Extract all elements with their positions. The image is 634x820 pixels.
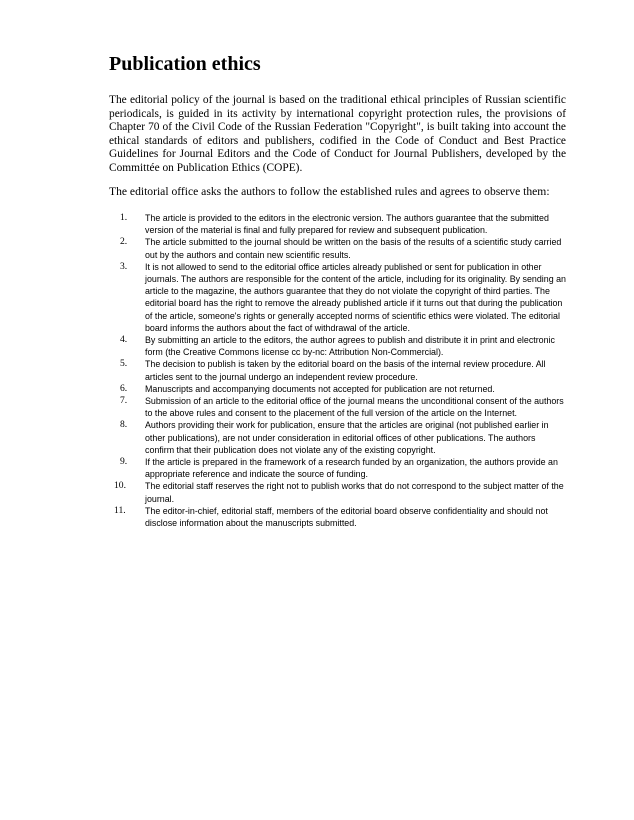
rules-list (109, 212, 566, 529)
list-item (109, 334, 566, 358)
list-item-number: 6. (120, 382, 128, 394)
list-item-text: The article submitted to the journal should be written on the basis of the results of a scientific study carried out by the authors and contain new scientific results. (145, 237, 562, 260)
list-item (109, 480, 566, 504)
list-item (109, 419, 566, 456)
list-item-text: Authors providing their work for publication, ensure that the articles are original (not published earlier in other publications), are not under consideration in editorial offices of other publications. The authors confirm that their publication does not violate any of the existing copyright. (145, 420, 549, 455)
list-item (109, 261, 566, 334)
list-item-number: 3. (120, 260, 128, 272)
list-item (109, 395, 566, 419)
lead-paragraph: The editorial office asks the authors to follow the established rules and agrees to observe them: (109, 185, 550, 198)
list-item (109, 505, 566, 529)
list-item (109, 236, 566, 260)
list-item-number: 4. (120, 334, 128, 346)
list-item-text: By submitting an article to the editors, the author agrees to publish and distribute it in print and electronic form (the Creative Commons license cc by-nc: Attribution Non-Commercial). (145, 335, 555, 358)
list-item (109, 456, 566, 480)
list-item-number: 1. (120, 212, 128, 223)
document-page (109, 52, 566, 529)
list-item-text: Manuscripts and accompanying documents not accepted for publication are not returned. (145, 383, 495, 394)
list-item-text: The editor-in-chief, editorial staff, members of the editorial board observe confidentiality and should not disclose information about the manuscripts submitted. (145, 505, 548, 529)
list-item-number: 2. (120, 236, 128, 248)
list-item-number: 9. (120, 456, 128, 468)
list-item-text: It is not allowed to send to the editorial office articles already published or sent for publication in other journals. The authors are responsible for the content of the article, including for its originality. By sending an article to the magazine, the authors guarantee that they do not violate the copyright of third parties. The editorial board has the right to remove the already published article if it turns out that during the publication of the article, someone's rights or generally accepted norms of scientific ethics were violated. The editorial board informs the authors about the fact of withdrawal of the article. (145, 261, 566, 333)
list-item (109, 383, 566, 395)
list-item-number: 7. (120, 395, 128, 407)
list-item-number: 8. (120, 419, 128, 431)
list-item-text: The decision to publish is taken by the editorial board on the basis of the internal review procedure. All articles sent to the journal undergo an independent review procedure. (145, 359, 546, 382)
list-item-number: 11. (114, 504, 126, 516)
page-title: Publication ethics (109, 53, 261, 75)
list-item-text: The editorial staff reserves the right not to publish works that do not correspond to the subject matter of the journal. (145, 481, 564, 504)
list-item-text: If the article is prepared in the framework of a research funded by an organization, the authors provide an appropriate reference and indicate the source of funding. (145, 457, 558, 480)
list-item-number: 5. (120, 358, 128, 370)
list-item-number: 10. (114, 480, 126, 492)
intro-paragraph: The editorial policy of the journal is based on the traditional ethical principles of Russian scientific periodicals, is guided in its activity by international copyright protection rules, the provisions of Chapter 70 of the Civil Code of the Russian Federation "Copyright", is built taking into account the ethical standards of editors and publishers, codified in the Code of Conduct and Best Practice Guidelines for Journal Editors and the Code of Conduct for Journal Publishers, developed by the Committée on Publication Ethics (COPE). (109, 94, 566, 174)
list-item-text: Submission of an article to the editorial office of the journal means the unconditional consent of the authors to the above rules and consent to the placement of the full version of the article on the Internet. (145, 396, 564, 419)
list-item (109, 358, 566, 382)
list-item-text: The article is provided to the editors in the electronic version. The authors guarantee that the submitted version of the material is final and fully prepared for review and subsequent publication. (145, 213, 549, 236)
list-item (109, 212, 566, 236)
